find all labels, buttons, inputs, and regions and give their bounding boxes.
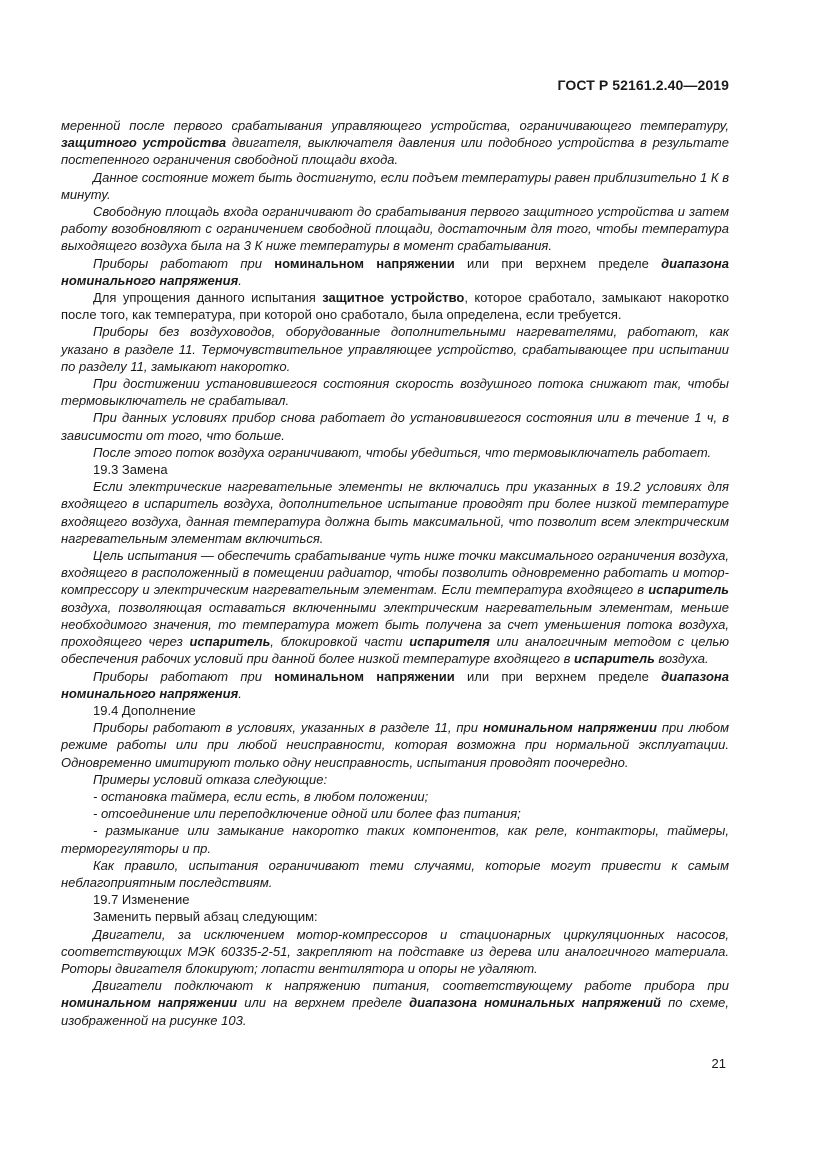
paragraph — [61, 478, 729, 547]
term-bold: испаритель — [189, 634, 271, 650]
paragraph — [61, 255, 729, 289]
paragraph — [61, 461, 729, 478]
text-run: двигателя, выключателя давления или подобного устройства в результате постепенного ограничения свободной площади входа. — [61, 135, 729, 168]
text-run: меренной после первого срабатывания управляющего устройства, ограничивающего температуру, — [61, 118, 729, 133]
text-run: - размыкание или замыкание накоротко таких компонентов, как реле, контакторы, таймеры, терморегуляторы и пр. — [61, 823, 729, 856]
text-run: Как правило, испытания ограничивают теми случаями, которые могут привести к самым неблагоприятным последствиям. — [61, 857, 729, 890]
term-bold: номинальном напряжении — [274, 255, 455, 271]
paragraph — [61, 117, 729, 169]
term-bold: номинальном напряжении — [482, 720, 657, 736]
text-run: 19.4 Дополнение — [93, 702, 196, 718]
paragraph — [61, 788, 729, 805]
text-run: или на верхнем пределе — [237, 995, 410, 1011]
term-bold: диапазона номинального напряжения — [61, 255, 730, 288]
paragraph — [61, 805, 729, 822]
text-run: Свободную площадь входа ограничивают до срабатывания первого защитного устройства и затем работу возобновляют с ограничением свободной площади, достаточным для того, чтобы температура выходящего воздуха была на 3 К ниже температуры в момент срабатывания. — [61, 204, 729, 254]
paragraph — [61, 719, 729, 771]
paragraph — [61, 857, 729, 891]
text-run: Данное состояние может быть достигнуто, если подъем температуры равен приблизительно 1 К в минуту. — [61, 169, 729, 202]
text-run: Двигатели подключают к напряжению питания, соответствующему работе прибора при — [93, 978, 729, 994]
term-bold: испарителя — [409, 634, 490, 650]
text-run: Двигатели, за исключением мотор-компрессоров и стационарных циркуляционных насосов, соответствующих МЭК 60335-2-51, закрепляют на подставке из дерева или аналогичного материала. Роторы двигателя блокируют; лопасти вентилятора и опоры не удаляют. — [61, 926, 729, 976]
text-run: . — [238, 272, 242, 288]
text-run: При данных условиях прибор снова работает до установившегося состояния или в течение 1 ч, в зависимости от того, что больше. — [61, 410, 729, 443]
term-bold: испаритель — [574, 651, 655, 667]
paragraph — [61, 547, 729, 667]
text-run: 19.3 Замена — [93, 462, 168, 478]
term-bold: номинальном напряжении — [61, 995, 238, 1011]
text-run: по схеме, изображенной на рисунке 103. — [61, 995, 729, 1028]
paragraph — [61, 289, 729, 323]
term-bold: диапазона номинальных напряжений — [409, 995, 661, 1011]
text-run: воздуха, позволяющая оставаться включенными электрическим нагревательным элементам, меньше необходимого значения, то температура может быть получена за счет уменьшения потока воздуха, проходящего через — [61, 599, 729, 650]
term-bold: номинальном напряжении — [274, 668, 455, 684]
text-run: Для упрощения данного испытания — [93, 290, 323, 306]
paragraph — [61, 323, 729, 375]
paragraph — [61, 444, 729, 461]
paragraph — [61, 771, 729, 788]
term-bold: диапазона номинального напряжения — [61, 668, 730, 701]
text-run: - отсоединение или переподключение одной или более фаз питания; — [93, 806, 521, 822]
text-run: После этого поток воздуха ограничивают, чтобы убедиться, что термовыключатель работает. — [93, 444, 712, 460]
text-run: или при верхнем пределе — [454, 668, 662, 684]
text-run: при любом режиме работы или при любой неисправности, которая возможна при нормальной эксплуатации. Одновременно имитируют только одну неисправность, испытания проводят поочередно. — [61, 720, 729, 770]
document-header: ГОСТ Р 52161.2.40—2019 — [557, 77, 729, 93]
document-body — [61, 117, 729, 1029]
text-run: Приборы работают в условиях, указанных в разделе 11, при — [93, 720, 483, 736]
text-run: , блокировкой части — [270, 634, 410, 650]
paragraph — [61, 908, 729, 925]
paragraph — [61, 169, 729, 203]
page-number: 21 — [711, 1056, 726, 1071]
text-run: Цель испытания — обеспечить срабатывание чуть ниже точки максимального ограничения воздуха, входящего в расположенный в помещении радиатор, чтобы позволить одновременно работать и мотор-компрессору и электрическим нагревательным элементам. Если температура входящего в — [61, 548, 729, 598]
text-run: или аналогичным методом с целью обеспечения рабочих условий при данной более низкой температуре входящего в — [61, 634, 730, 667]
paragraph — [61, 409, 729, 443]
text-run: Приборы работают при — [93, 668, 275, 684]
text-run: , которое сработало, замыкают накоротко после того, как температура, при которой оно сработало, была определена, если требуется. — [61, 290, 729, 323]
text-run: 19.7 Изменение — [93, 892, 190, 908]
term-bold: защитного устройства — [61, 135, 227, 151]
text-run: Заменить первый абзац следующим: — [93, 909, 318, 925]
text-run: Если электрические нагревательные элементы не включались при указанных в 19.2 условиях для входящего в испаритель воздуха, дополнительное испытание проводят при более низкой температуре входящего воздуха, данная температура должна быть максимальной, что позволит всем электрическим нагревательным элементам включиться. — [61, 479, 729, 546]
text-run: Приборы работают при — [93, 255, 275, 271]
text-run: воздуха. — [654, 651, 709, 667]
paragraph — [61, 822, 729, 856]
paragraph — [61, 977, 729, 1029]
term-bold: испаритель — [648, 582, 729, 598]
paragraph — [61, 702, 729, 719]
text-run: - остановка таймера, если есть, в любом положении; — [93, 788, 429, 804]
paragraph — [61, 891, 729, 908]
text-run: Примеры условий отказа следующие: — [93, 771, 328, 787]
text-run: При достижении установившегося состояния скорость воздушного потока снижают так, чтобы термовыключатель не срабатывал. — [61, 376, 729, 409]
paragraph — [61, 668, 729, 702]
paragraph — [61, 375, 729, 409]
text-run: . — [238, 685, 242, 701]
text-run: или при верхнем пределе — [454, 255, 662, 271]
text-run: Приборы без воздуховодов, оборудованные дополнительными нагревателями, работают, как указано в разделе 11. Термочувствительное управляющее устройство, срабатывающее при испытании по разделу 11, замыкают накоротко. — [61, 324, 729, 374]
paragraph — [61, 203, 729, 255]
paragraph — [61, 926, 729, 978]
term-bold: защитное устройство — [322, 290, 465, 306]
